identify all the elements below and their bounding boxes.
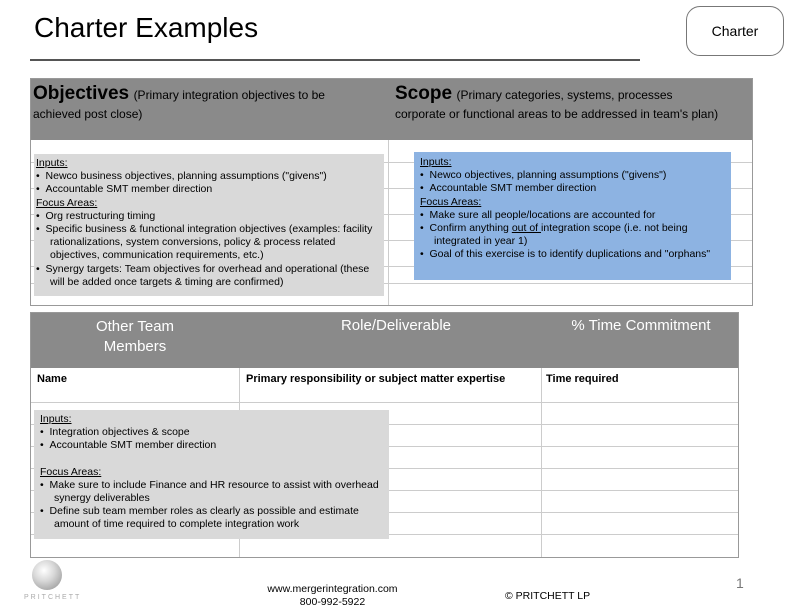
- list-item: • Newco business objectives, planning assumptions ("givens"): [36, 170, 327, 183]
- objectives-subtitle: achieved post close): [33, 107, 143, 121]
- row-divider: [31, 402, 738, 403]
- scope-subtitle: corporate or functional areas to be addressed in team's plan): [395, 107, 719, 121]
- subheader-name: Name: [37, 373, 67, 385]
- list-item: • Make sure to include Finance and HR resource to assist with overhead synergy deliverables: [40, 478, 379, 505]
- team-notes-box: Inputs: • Integration objectives & scope • Accountable SMT member direction Focus Areas: • Make sure to include Finance and HR resource to assist with overhead synergy deliverables • Define sub team member roles as clearly as possible and estimate amount of time required to complete integration work: [34, 410, 389, 539]
- list-item: • Newco objectives, planning assumptions ("givens"): [420, 169, 667, 182]
- column-header-time: % Time Commitment: [571, 317, 711, 334]
- footer-phone: 800-992-5922: [299, 596, 366, 608]
- list-item: • Accountable SMT member direction: [420, 182, 597, 195]
- pritchett-logo-icon: [32, 560, 62, 590]
- subheader-time: Time required: [546, 373, 619, 385]
- list-item: • Accountable SMT member direction: [40, 439, 217, 452]
- charter-tab[interactable]: Charter: [686, 6, 784, 56]
- footer-url-link[interactable]: www.mergerintegration.com: [267, 583, 398, 595]
- list-item: • Define sub team member roles as clearly as possible and estimate amount of time required to complete integration work: [40, 505, 359, 531]
- scope-heading: Scope (Primary categories, systems, processes: [395, 83, 673, 104]
- list-item: • Goal of this exercise is to identify duplications and "orphans": [420, 248, 711, 261]
- column-divider: [388, 140, 389, 305]
- page-number: 1: [736, 575, 744, 591]
- list-item: • Integration objectives & scope: [40, 426, 190, 439]
- objectives-notes-box: Inputs: • Newco business objectives, planning assumptions ("givens") • Accountable SMT member direction Focus Areas: • Org restructuring timing • Specific business & functional integration objectives (examples: facility rationalizations, system conversions, policy & process related objectives, communication requirements, etc.) • Synergy targets: Team objectives for overhead and operational (these will be added once targets & timing are confirmed): [34, 154, 384, 296]
- column-header-other-team-members: Other Team Members: [95, 318, 175, 355]
- list-item: • Specific business & functional integration objectives (examples: facility rationalizations, system conversions, policy & process related objectives, communication requirements, etc.): [36, 223, 373, 262]
- logo-wordmark: PRITCHETT: [24, 594, 82, 601]
- objectives-heading: Objectives (Primary integration objectives to be: [33, 83, 325, 104]
- list-item: • Synergy targets: Team objectives for overhead and operational (these will be added once targets & timing are confirmed): [36, 262, 370, 288]
- page-title: Charter Examples: [34, 12, 259, 43]
- subheader-role: Primary responsibility or subject matter expertise: [246, 373, 506, 385]
- list-item: • Make sure all people/locations are accounted for: [420, 208, 656, 221]
- copyright: © PRITCHETT LP: [505, 590, 591, 602]
- list-item: • Accountable SMT member direction: [36, 183, 213, 196]
- list-item: • Org restructuring timing: [36, 209, 156, 222]
- objectives-scope-header: [31, 79, 752, 140]
- column-header-role: Role/Deliverable: [340, 317, 452, 334]
- column-divider: [541, 368, 542, 557]
- title-underline: [30, 59, 640, 61]
- list-item: • Confirm anything out of integration scope (i.e. not being integrated in year 1): [420, 222, 688, 248]
- footer-contact: [250, 583, 415, 609]
- team-table-header: [31, 313, 738, 368]
- scope-notes-box: Inputs: • Newco objectives, planning assumptions ("givens") • Accountable SMT member direction Focus Areas: • Make sure all people/locations are accounted for • Confirm anything out of integration scope (i.e. not being integrated in year 1) • Goal of this exercise is to identify duplications and "orphans": [414, 152, 731, 280]
